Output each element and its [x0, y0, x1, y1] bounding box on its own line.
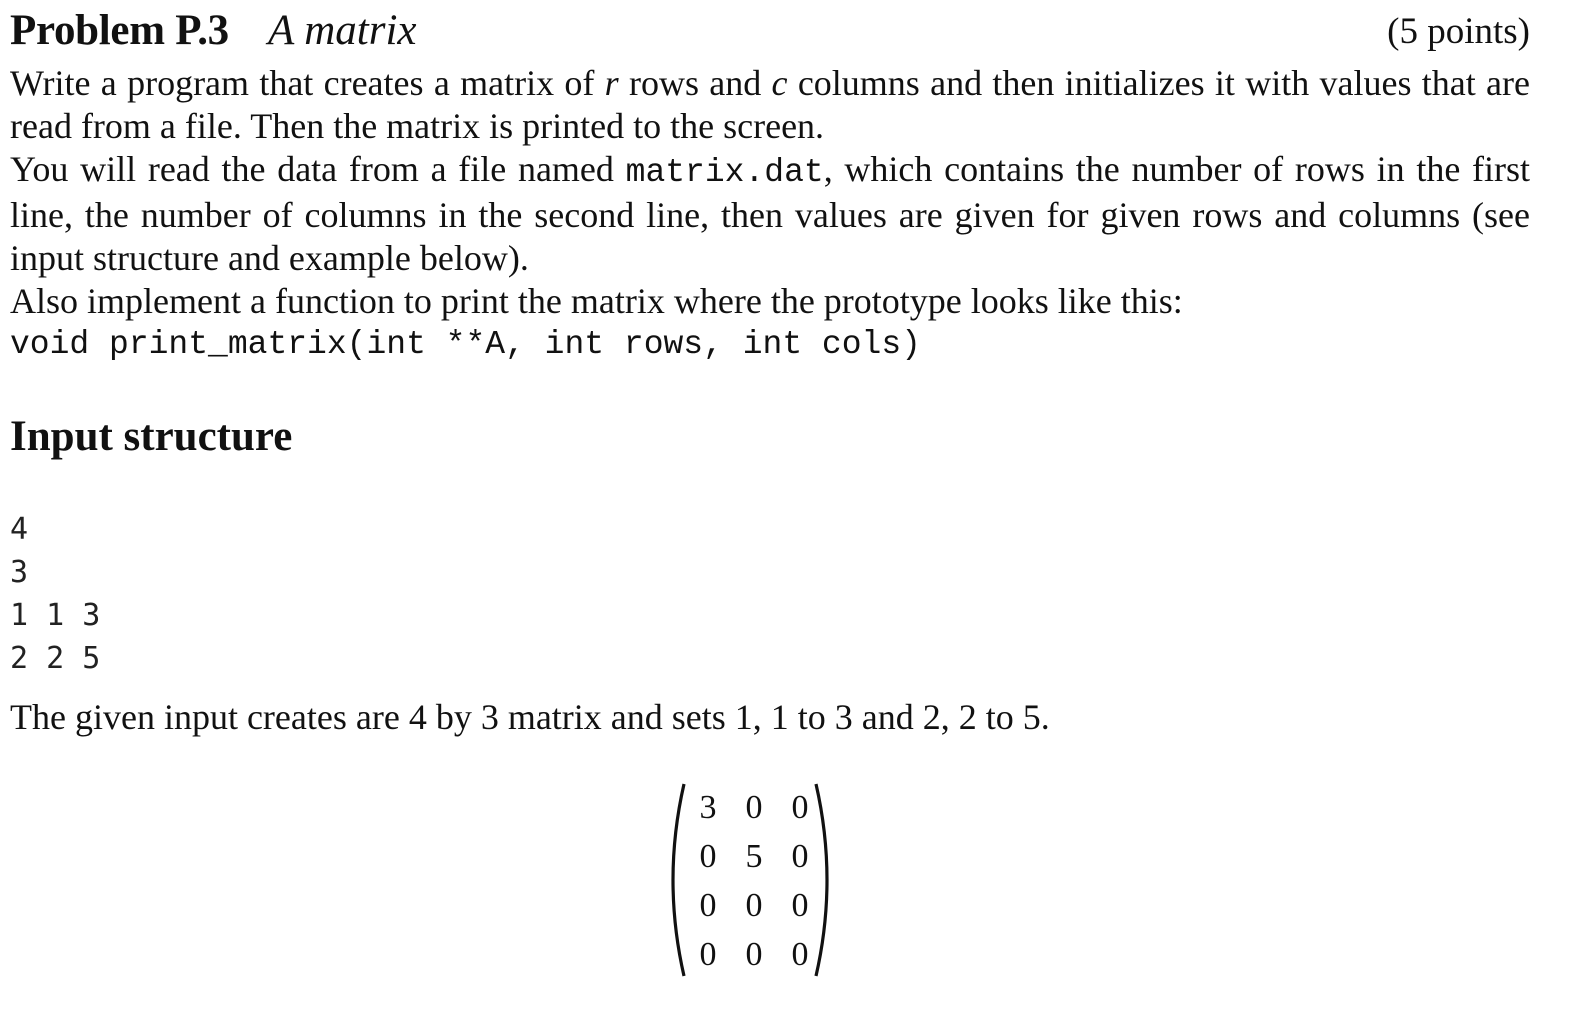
description-paragraph-3: Also implement a function to print the matrix where the prototype looks like this:	[10, 281, 1183, 321]
description-text: columns and then initializes it with values that are read from a file. Then the matrix is printed to the screen.	[10, 63, 1531, 146]
matrix-cell: 0	[745, 936, 763, 973]
math-number: 3	[480, 697, 499, 737]
math-number: 1, 1	[734, 697, 789, 737]
input-line: 4	[10, 512, 29, 547]
description-paragraph-2	[10, 148, 1530, 280]
description-text: Write a program that creates a matrix of	[10, 63, 605, 103]
problem-header	[10, 0, 1530, 62]
input-line: 2 2 5	[10, 641, 101, 676]
input-line: 3	[10, 555, 29, 590]
left-parenthesis	[673, 784, 684, 976]
matrix-cell: 0	[791, 887, 809, 924]
matrix-cell: 0	[745, 887, 763, 924]
function-prototype: void print_matrix(int **A, int rows, int cols)	[10, 326, 921, 363]
matrix-cell: 0	[791, 789, 809, 826]
matrix-cell: 0	[699, 838, 717, 875]
section-title-input-structure: Input structure	[10, 413, 293, 460]
result-matrix	[660, 780, 840, 980]
matrix-cell: 5	[745, 838, 763, 875]
explanation-part: and	[852, 697, 923, 737]
problem-subtitle: A matrix	[268, 7, 417, 54]
points-label: (5 points)	[1387, 11, 1530, 52]
input-example	[10, 508, 100, 680]
math-number: 5	[1022, 697, 1041, 737]
problem-page	[10, 0, 1531, 973]
description-text: You will read the data from a file named	[10, 149, 626, 189]
math-number: 4	[408, 697, 427, 737]
filename: matrix.dat	[625, 154, 824, 191]
matrix-grid	[688, 783, 820, 979]
explanation-text	[10, 696, 1050, 739]
description-text: , which contains the number of rows in the first line, the number of columns in the second line, then values are given for given rows and columns (see input structure and example below).	[10, 149, 1531, 278]
matrix-cell: 0	[699, 887, 717, 924]
input-line: 1 1 3	[10, 598, 101, 633]
matrix-cell: 0	[699, 936, 717, 973]
math-number: 2, 2	[922, 697, 977, 737]
explanation-part: .	[1040, 697, 1050, 737]
explanation-part: to	[976, 697, 1023, 737]
explanation-part: The given input creates are	[10, 697, 409, 737]
math-number: 3	[834, 697, 853, 737]
variable-c: c	[771, 63, 788, 103]
problem-title: Problem P.3	[10, 7, 229, 54]
variable-r: r	[604, 63, 619, 103]
matrix-cell: 3	[699, 789, 717, 826]
description-text: rows and	[618, 63, 772, 103]
matrix-cell: 0	[791, 838, 809, 875]
description-paragraph-1	[10, 62, 1530, 148]
explanation-part: by	[426, 697, 481, 737]
explanation-part: to	[788, 697, 835, 737]
matrix-cell: 0	[745, 789, 763, 826]
matrix-cell: 0	[791, 936, 809, 973]
explanation-part: matrix and sets	[498, 697, 735, 737]
